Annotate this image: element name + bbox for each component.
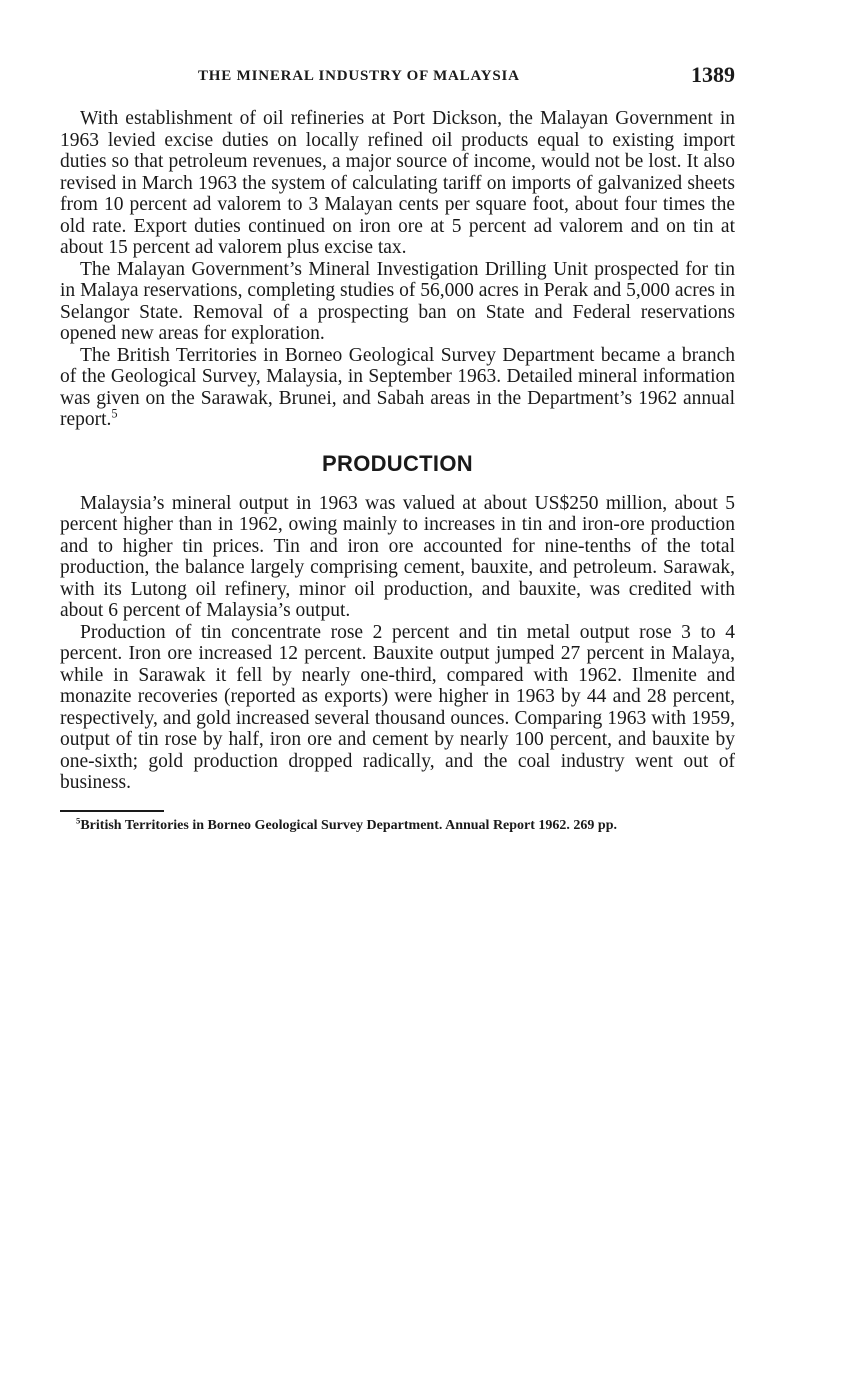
footnote-reference: 5	[111, 406, 118, 421]
running-header	[60, 60, 735, 90]
running-title: THE MINERAL INDUSTRY OF MALAYSIA	[198, 68, 520, 84]
section-heading-production: PRODUCTION	[322, 450, 473, 476]
page-number: 1389	[691, 62, 735, 87]
footnote	[60, 814, 735, 834]
paragraph-geological-survey	[60, 345, 735, 431]
paragraph-geological-survey-text: The British Territories in Borneo Geological Survey Department became a branch of the Geological Survey, Malaysia, in September 1963. Detailed mineral information was given on the Sarawak, Brunei, and Sabah areas in the Department’s 1962 annual report.	[60, 344, 735, 430]
paragraph-drilling-unit: The Malayan Government’s Mineral Investigation Drilling Unit prospected for tin in Malaya reservations, completing studies of 56,000 acres in Perak and 5,000 acres in Selangor State. Removal of a prospecting ban on State and Federal reservations opened new areas for exploration.	[60, 258, 735, 344]
footnote-text: British Territories in Borneo Geological Survey Department. Annual Report 1962. 269 pp.	[80, 817, 617, 833]
body-text	[60, 108, 735, 794]
paragraph-mineral-output: Malaysia’s mineral output in 1963 was valued at about US$250 million, about 5 percent higher than in 1962, owing mainly to increases in tin and iron-ore production and to higher tin prices. Tin and iron ore accounted for nine-tenths of the total production, the balance largely comprising cement, bauxite, and petroleum. Sarawak, with its Lutong oil refinery, minor oil production, and bauxite, was credited with about 6 percent of Malaysia’s output.	[60, 492, 735, 621]
paragraph-production-changes: Production of tin concentrate rose 2 percent and tin metal output rose 3 to 4 percent. Iron ore increased 12 percent. Bauxite output jumped 27 percent in Malaya, while in Sarawak it fell by nearly one-third, compared with 1962. Ilmenite and monazite recoveries (reported as exports) were higher in 1963 by 44 and 28 percent, respectively, and gold increased several thousand ounces. Comparing 1963 with 1959, output of tin rose by half, iron ore and cement by nearly 100 percent, and bauxite by one-sixth; gold production dropped radically, and the coal industry went out of business.	[60, 621, 735, 793]
paragraph-excise-duties: With establishment of oil refineries at Port Dickson, the Malayan Government in 1963 levied excise duties on locally refined oil products equal to existing import duties so that petroleum revenues, a major source of income, would not be lost. It also revised in March 1963 the system of calculating tariff on imports of galvanized sheets from 10 percent ad valorem to 3 Malayan cents per square foot, about four times the old rate. Export duties continued on iron ore at 5 percent ad valorem and on tin at about 15 percent ad valorem plus excise tax.	[60, 108, 735, 258]
document-page	[60, 60, 735, 834]
footnote-divider	[60, 810, 164, 812]
footnote-marker: 5	[76, 814, 81, 825]
